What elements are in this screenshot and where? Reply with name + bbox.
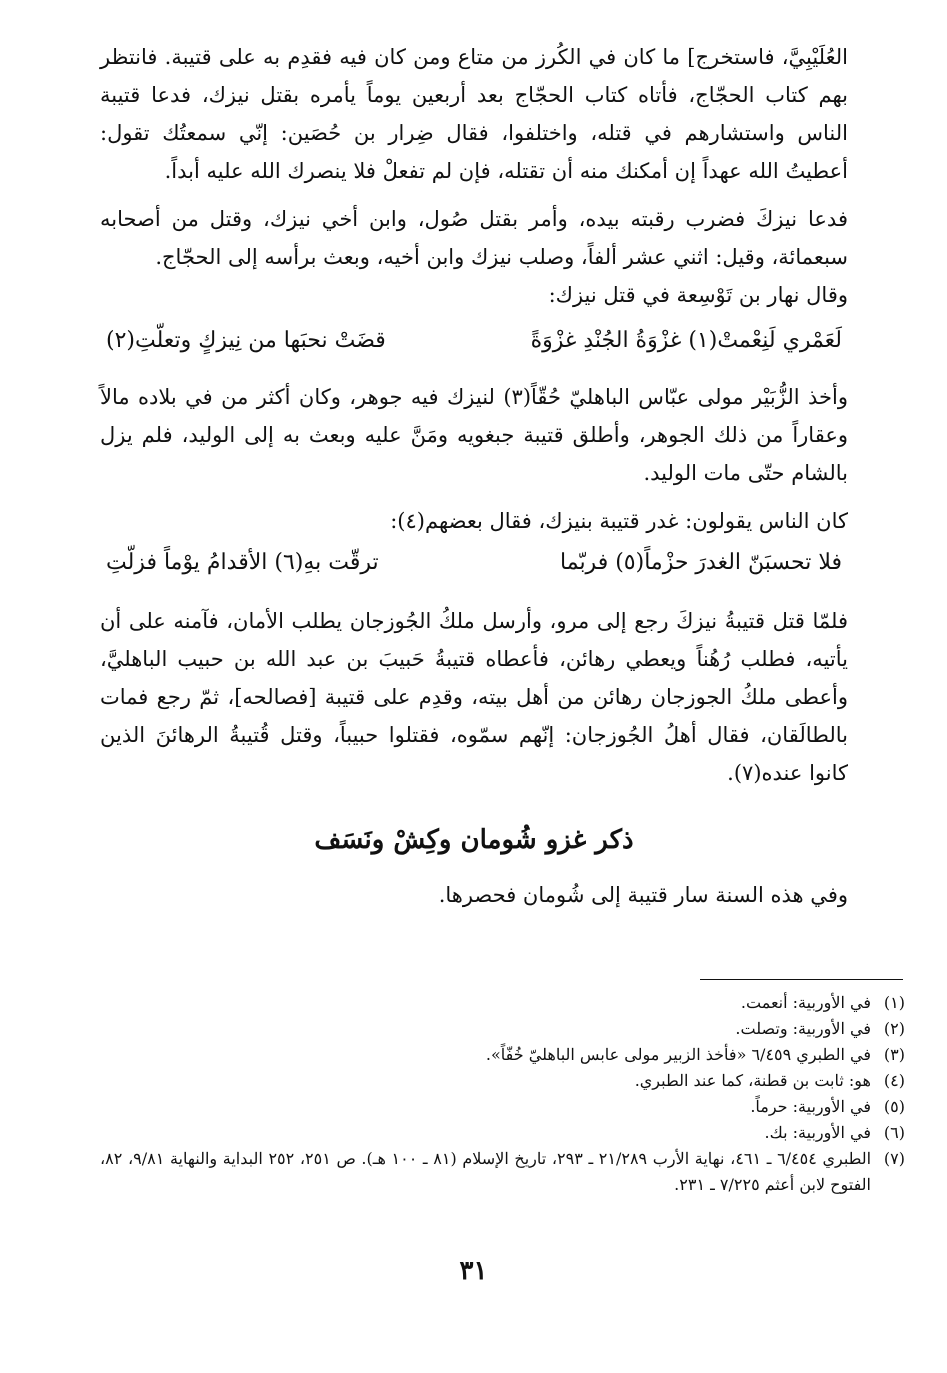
- footnote-text: في الأوربية: وتصلت.: [735, 1019, 871, 1038]
- footnote-text: في الأوربية: حرماً.: [750, 1097, 871, 1116]
- paragraph: فلمّا قتل قتيبةُ نيزكَ رجع إلى مرو، وأرسل ملكُ الجُوزجان يطلب الأمان، فآمنه على أن يأتيه، فطلب رُهُناً ويعطي رهائن، فأعطاه قتيبةُ حَبيبَ بن عبد الله بن حبيب الباهليَّ، وأعطى ملكُ الجوزجان رهائن من أهل بيته، وقدِم على قتيبة [فصالحه]، ثمّ رجع فمات بالطالَقان، فقال أهلُ الجُوزجان: إنّهم سمّوه، فقتلوا حبيباً، وقتل قُتيبةُ الرهائنَ الذين كانوا عنده(٧).: [100, 609, 848, 785]
- footnote-text: في الأوربية: أنعمت.: [740, 993, 871, 1012]
- footnote-number: (٣): [883, 1045, 905, 1064]
- footnote-text: في الأوربية: بك.: [764, 1123, 871, 1142]
- verse-first-hemistich: لَعَمْري لَنِعْمتْ(١) غزْوَةُ الجُنْدِ غزْوَةً: [530, 328, 842, 353]
- footnote-number: (٢): [883, 1019, 905, 1038]
- footnote-number: (٧): [883, 1149, 905, 1168]
- verse-second-hemistich: قضَتْ نحبَها من نِيزكٍ وتعلّتِ(٢): [106, 328, 386, 353]
- footnote: [100, 1016, 905, 1042]
- verse-second-hemistich: ترقّت بهِ(٦) الأقدامُ يوْماً فزلّتِ: [106, 550, 379, 575]
- footnote-number: (٥): [883, 1097, 905, 1116]
- footnote-number: (٤): [883, 1071, 905, 1090]
- paragraph: العُلَيْبِيَّ، فاستخرج] ما كان في الكُرز من متاع ومن كان فيه فقدِم به على قتيبة. فانتظر بهم كتاب الحجّاج، فأتاه كتاب الحجّاج بعد أربعين يوماً يأمره بقتل نيزك، فدعا قتيبة الناس واستشارهم في قتله، واختلفوا، فقال ضِرار بن حُصَين: إنّي سمعتُك تقول: أعطيتُ الله عهداً إن أمكنك منه أن تقتله، فإن لم تفعلْ فلا ينصرك الله عليه أبداً.: [100, 45, 848, 183]
- footnote-text: الطبري ٦/٤٥٤ ـ ٤٦١، نهاية الأرب ٢١/٢٨٩ ـ ٢٩٣، تاريخ الإسلام (٨١ ـ ١٠٠ هـ). ص ٢٥١، ٢٥٢ البداية والنهاية ٩/٨١، ٨٢، الفتوح لابن أعثم ٧/٢٢٥ ـ ٢٣١.: [100, 1149, 872, 1194]
- footnote-separator: [700, 979, 903, 980]
- verse-intro: كان الناس يقولون: غدر قتيبة بنيزك، فقال بعضهم(٤):: [390, 509, 848, 533]
- footnote: [100, 1094, 905, 1120]
- footnote-text: في الطبري ٦/٤٥٩ «فأخذ الزبير مولى عابس الباهليّ خُفّاً».: [485, 1045, 871, 1064]
- poem-verse: [100, 540, 848, 586]
- footnote-number: (١): [883, 993, 905, 1012]
- footnote: [100, 1068, 905, 1094]
- footnotes: [100, 990, 905, 1198]
- footnote-number: (٦): [883, 1123, 905, 1142]
- page-number: ٣١: [459, 1256, 488, 1286]
- paragraph: وأخذ الزُّبَيْر مولى عبّاس الباهليّ حُقّاً(٣) لنيزك فيه جوهر، وكان أكثر من في بلاده مالاً وعقاراً من ذلك الجوهر، وأطلق قتيبة جبغويه ومَنَّ عليه وبعث به إلى الوليد، فلم يزل بالشام حتّى مات الوليد.: [100, 385, 848, 485]
- footnote: [100, 1146, 905, 1198]
- section-heading: ذكر غزو شُومان وكِشْ ونَسَف: [314, 825, 634, 855]
- verse-first-hemistich: فلا تحسبَنّ الغدرَ حزْماً(٥) فربّما: [560, 550, 842, 575]
- paragraph: وفي هذه السنة سار قتيبة إلى شُومان فحصرها.: [438, 883, 848, 907]
- verse-intro: وقال نهار بن تَوْسِعة في قتل نيزك:: [548, 283, 848, 307]
- poem-verse: [100, 314, 848, 368]
- footnote: [100, 1042, 905, 1068]
- footnote: [100, 1120, 905, 1146]
- footnote: [100, 990, 905, 1016]
- footnote-text: هو: ثابت بن قطنة، كما عند الطبري.: [634, 1071, 871, 1090]
- paragraph: فدعا نيزكَ فضرب رقبته بيده، وأمر بقتل صُول، وابن أخي نيزك، وقتل من أصحابه سبعمائة، وقيل: اثني عشر ألفاً، وصلب نيزك وابن أخيه، وبعث برأسه إلى الحجّاج.: [100, 207, 848, 269]
- main-text: [100, 38, 848, 914]
